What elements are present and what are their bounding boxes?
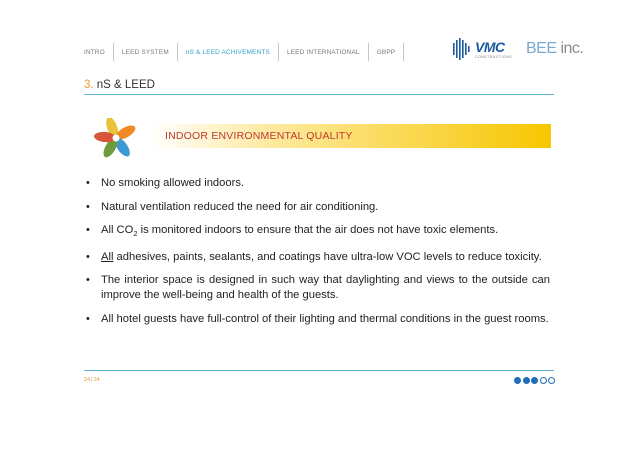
bullet-text: The interior space is designed in such way that daylighting and views to the outside can improve the well-being and health of the guests. xyxy=(101,274,550,302)
section-title xyxy=(84,79,155,91)
bullet-text-post: adhesives, paints, sealants, and coatings have ultra-low VOC levels to reduce toxicity. xyxy=(113,250,542,263)
bee-logo-text: BEE xyxy=(526,40,557,57)
bullet-item xyxy=(84,250,550,265)
page-current: 24 xyxy=(84,377,91,383)
page-number xyxy=(84,377,100,383)
nav-item-ns-leed-achivements[interactable]: nS & LEED ACHIVEMENTS xyxy=(178,43,279,61)
top-nav xyxy=(84,43,404,61)
bullet-text-post: is monitored indoors to ensure that the air does not have toxic elements. xyxy=(137,224,499,236)
nav-item-leed-international[interactable]: LEED INTERNATIONAL xyxy=(279,43,369,61)
page-separator: | xyxy=(91,377,93,383)
bullet-item xyxy=(84,176,550,191)
bee-inc-logo xyxy=(526,40,583,58)
bullet-subscript: 2 xyxy=(133,229,138,239)
nav-item-intro[interactable]: INTRO xyxy=(84,43,114,61)
progress-dot xyxy=(514,377,521,384)
progress-dot xyxy=(531,377,538,384)
bee-logo-suffix: inc. xyxy=(556,40,584,57)
bullet-item xyxy=(84,223,550,241)
progress-dot xyxy=(523,377,530,384)
bullet-text: Natural ventilation reduced the need for air conditioning. xyxy=(101,200,379,213)
bullet-list xyxy=(84,176,550,335)
bullet-text: All hotel guests have full-control of their lighting and thermal conditions in the guest rooms. xyxy=(101,312,549,325)
section-number: 3. xyxy=(84,79,94,91)
vmc-logo-text: VMC xyxy=(475,39,505,55)
category-banner xyxy=(98,124,551,148)
progress-dot xyxy=(548,377,555,384)
nav-item-leed-system[interactable]: LEED SYSTEM xyxy=(114,43,178,61)
bullet-text-underlined: All xyxy=(101,250,114,263)
section-title-text: nS & LEED xyxy=(93,79,155,91)
banner-title: INDOOR ENVIRONMENTAL QUALITY xyxy=(165,130,353,142)
page-total: 34 xyxy=(93,377,100,383)
vmc-logo-subtext: CONSTRUCTIONS xyxy=(475,55,513,59)
nav-item-gbpp[interactable]: GBPP xyxy=(369,43,405,61)
header-divider xyxy=(84,94,554,95)
vmc-logo xyxy=(452,37,518,63)
progress-dot xyxy=(540,377,547,384)
footer-divider xyxy=(84,370,554,371)
bullet-text: No smoking allowed indoors. xyxy=(101,177,245,189)
bullet-text-pre: All CO xyxy=(101,224,134,236)
leed-category-flower-icon xyxy=(90,118,156,160)
bullet-item xyxy=(84,312,550,327)
vmc-logo-icon xyxy=(452,37,474,61)
bullet-item xyxy=(84,273,550,303)
bullet-item xyxy=(84,200,550,215)
progress-dots xyxy=(514,377,555,384)
